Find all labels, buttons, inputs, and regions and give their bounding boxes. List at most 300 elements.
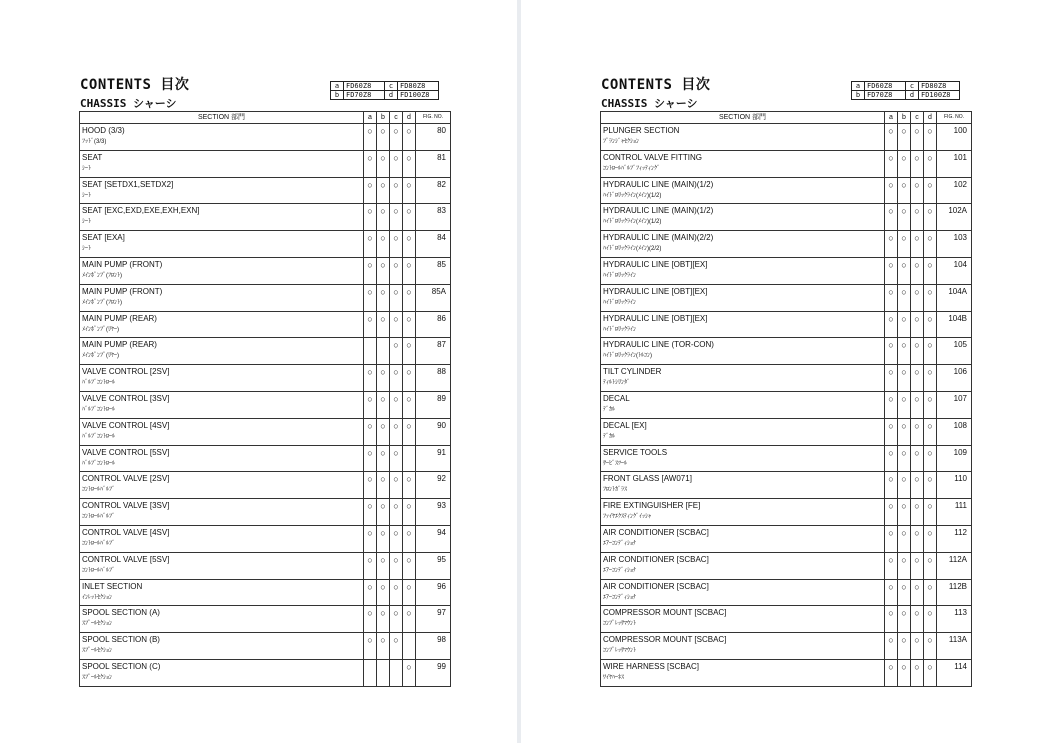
model-mark-b: ○: [898, 338, 911, 365]
table-row: [80, 579, 451, 606]
model-mark-b: ○: [898, 284, 911, 311]
model-mark-b: ○: [898, 365, 911, 392]
table-row: [80, 552, 451, 579]
model-mark-b: ○: [898, 150, 911, 177]
section-cell: [601, 472, 885, 499]
model-mark-d: ○: [403, 472, 416, 499]
fig-number: 113: [937, 606, 972, 633]
model-mark-d: ○: [924, 472, 937, 499]
section-name-jp: ﾃｨﾙﾄｼﾘﾝﾀﾞ: [603, 380, 631, 387]
table-row: [601, 257, 972, 284]
model-mark-b: ○: [377, 311, 390, 338]
fig-number: 102A: [937, 204, 972, 231]
model-mark-a: ○: [364, 633, 377, 660]
section-name-jp: ｽﾌﾟｰﾙｾｸｼｮﾝ: [82, 674, 113, 681]
fig-number: 95: [416, 552, 451, 579]
model-mark-a: ○: [364, 124, 377, 151]
section-cell: [80, 579, 364, 606]
model-mark-c: ○: [911, 391, 924, 418]
table-row: [601, 445, 972, 472]
model-mark-b: ○: [898, 633, 911, 660]
section-name-en: COMPRESSOR MOUNT [SCBAC]: [603, 635, 727, 645]
table-row: [80, 204, 451, 231]
section-cell: [601, 418, 885, 445]
section-name-jp: ｼｰﾄ: [82, 192, 92, 199]
section-name-en: VALVE CONTROL [2SV]: [82, 367, 170, 377]
section-name-jp: ﾌﾛﾝﾄｶﾞﾗｽ: [603, 487, 628, 494]
model-legend: [330, 81, 439, 100]
model-mark-d: ○: [403, 499, 416, 526]
model-mark-b: ○: [898, 579, 911, 606]
section-name-jp: ﾌｯﾄﾞ(3/3): [82, 139, 107, 145]
section-name-en: CONTROL VALVE [3SV]: [82, 501, 170, 511]
model-name: FD70Z8: [865, 91, 906, 100]
model-mark-a: ○: [885, 204, 898, 231]
section-name-en: FIRE EXTINGUISHER [FE]: [603, 501, 701, 511]
section-cell: [601, 150, 885, 177]
fig-number: 86: [416, 311, 451, 338]
fig-number: 104A: [937, 284, 972, 311]
model-name: FD60Z8: [865, 82, 906, 91]
section-cell: [80, 177, 364, 204]
table-row: [80, 284, 451, 311]
table-row: [601, 579, 972, 606]
model-mark-c: ○: [911, 150, 924, 177]
model-name: FD60Z8: [344, 82, 385, 91]
section-cell: [80, 552, 364, 579]
section-name-en: COMPRESSOR MOUNT [SCBAC]: [603, 608, 727, 618]
header-col-a: a: [364, 112, 377, 124]
model-mark-b: ○: [898, 311, 911, 338]
model-mark-c: ○: [911, 311, 924, 338]
section-cell: [80, 499, 364, 526]
header-section: SECTION 部門: [601, 112, 885, 124]
model-mark-d: ○: [403, 552, 416, 579]
fig-number: 97: [416, 606, 451, 633]
fig-number: 104B: [937, 311, 972, 338]
section-cell: [601, 579, 885, 606]
model-mark-b: ○: [898, 204, 911, 231]
fig-number: 109: [937, 445, 972, 472]
model-mark-c: ○: [390, 311, 403, 338]
model-mark-c: ○: [390, 338, 403, 365]
section-name-en: HYDRAULIC LINE (MAIN)(1/2): [603, 206, 714, 216]
model-mark-b: ○: [898, 124, 911, 151]
section-name-en: AIR CONDITIONER [SCBAC]: [603, 554, 709, 564]
model-mark-b: ○: [377, 231, 390, 258]
section-cell: [601, 606, 885, 633]
model-mark-d: ○: [924, 606, 937, 633]
model-mark-c: ○: [911, 606, 924, 633]
model-mark-a: ○: [885, 525, 898, 552]
model-mark-b: [377, 338, 390, 365]
header-section: SECTION 部門: [80, 112, 364, 124]
section-cell: [601, 659, 885, 686]
table-row: [601, 365, 972, 392]
model-mark-a: ○: [885, 365, 898, 392]
section-name-en: TILT CYLINDER: [603, 367, 662, 377]
section-cell: [601, 525, 885, 552]
model-mark-d: ○: [403, 177, 416, 204]
model-mark-a: ○: [364, 391, 377, 418]
section-name-en: AIR CONDITIONER [SCBAC]: [603, 581, 709, 591]
model-mark-a: ○: [885, 150, 898, 177]
section-name-en: SEAT: [82, 152, 103, 162]
model-mark-a: ○: [364, 418, 377, 445]
fig-number: 88: [416, 365, 451, 392]
model-name: FD100Z8: [398, 91, 439, 100]
model-mark-d: ○: [924, 633, 937, 660]
model-mark-a: ○: [364, 257, 377, 284]
table-row: [80, 525, 451, 552]
model-mark-b: ○: [377, 257, 390, 284]
fig-number: 99: [416, 659, 451, 686]
section-name-en: FRONT GLASS [AW071]: [603, 474, 692, 484]
model-mark-d: ○: [403, 338, 416, 365]
fig-number: 103: [937, 231, 972, 258]
section-name-en: HOOD (3/3): [82, 126, 125, 135]
section-name-en: SPOOL SECTION (C): [82, 661, 161, 671]
model-mark-d: ○: [924, 365, 937, 392]
model-mark-a: ○: [364, 150, 377, 177]
model-mark-c: ○: [911, 525, 924, 552]
table-row: [601, 472, 972, 499]
fig-number: 89: [416, 391, 451, 418]
section-name-en: MAIN PUMP (REAR): [82, 313, 157, 323]
section-name-en: DECAL [EX]: [603, 420, 647, 430]
section-cell: [80, 445, 364, 472]
section-name-jp: ｺﾝﾄﾛｰﾙﾊﾞﾙﾌﾞ: [82, 567, 116, 574]
model-mark-a: ○: [885, 606, 898, 633]
fig-number: 96: [416, 579, 451, 606]
section-name-jp: ｺﾝﾌﾟﾚｯｻﾏｳﾝﾄ: [603, 621, 637, 628]
fig-number: 112A: [937, 552, 972, 579]
section-cell: [80, 472, 364, 499]
section-cell: [601, 338, 885, 365]
model-mark-d: ○: [924, 177, 937, 204]
contents-table: [600, 111, 972, 687]
model-mark-d: ○: [924, 311, 937, 338]
header-col-c: c: [911, 112, 924, 124]
model-mark-c: ○: [911, 231, 924, 258]
model-mark-b: ○: [898, 177, 911, 204]
model-mark-c: ○: [390, 391, 403, 418]
table-row: [80, 150, 451, 177]
model-mark-b: ○: [898, 659, 911, 686]
section-cell: [80, 204, 364, 231]
model-mark-a: ○: [364, 606, 377, 633]
model-key: c: [385, 82, 398, 91]
model-mark-c: ○: [390, 284, 403, 311]
table-row: [80, 472, 451, 499]
table-row: [601, 124, 972, 151]
header-col-b: b: [898, 112, 911, 124]
section-name-en: AIR CONDITIONER [SCBAC]: [603, 527, 709, 537]
model-mark-b: ○: [898, 472, 911, 499]
section-name-jp: ﾜｲﾔﾊｰﾈｽ: [603, 674, 625, 681]
section-name-jp: ﾃﾞｶﾙ: [603, 433, 616, 440]
model-mark-b: ○: [377, 391, 390, 418]
model-mark-d: ○: [924, 499, 937, 526]
fig-number: 106: [937, 365, 972, 392]
model-mark-b: ○: [377, 150, 390, 177]
model-mark-a: ○: [364, 499, 377, 526]
section-name-jp: ﾊﾞﾙﾌﾞｺﾝﾄﾛｰﾙ: [82, 380, 116, 387]
section-cell: [601, 231, 885, 258]
section-name-jp: ｲﾝﾚｯﾄｾｸｼｮﾝ: [82, 594, 113, 601]
model-mark-d: ○: [924, 231, 937, 258]
fig-number: 81: [416, 150, 451, 177]
section-name-en: CONTROL VALVE FITTING: [603, 152, 702, 162]
contents-table: [79, 111, 451, 687]
table-row: [601, 499, 972, 526]
model-mark-c: ○: [390, 606, 403, 633]
model-mark-d: ○: [403, 579, 416, 606]
table-row: [80, 445, 451, 472]
table-row: [601, 418, 972, 445]
model-legend: [851, 81, 960, 100]
section-name-jp: ｺﾝﾌﾟﾚｯｻﾏｳﾝﾄ: [603, 648, 637, 655]
model-mark-a: ○: [364, 472, 377, 499]
model-key: d: [385, 91, 398, 100]
header-col-a: a: [885, 112, 898, 124]
section-name-jp: ﾊｲﾄﾞﾛﾘｯｸﾗｲﾝ(ﾒｲﾝ)(2/2): [603, 246, 662, 253]
table-header-row: [80, 112, 451, 124]
model-mark-a: [364, 338, 377, 365]
section-name-en: INLET SECTION: [82, 581, 143, 591]
table-row: [80, 124, 451, 151]
model-mark-c: ○: [911, 633, 924, 660]
model-mark-b: ○: [377, 525, 390, 552]
model-mark-d: ○: [924, 204, 937, 231]
fig-number: 114: [937, 659, 972, 686]
section-name-jp: ｺﾝﾄﾛｰﾙﾊﾞﾙﾌﾞ: [82, 540, 116, 547]
section-cell: [601, 204, 885, 231]
model-mark-b: ○: [898, 418, 911, 445]
model-mark-c: ○: [911, 204, 924, 231]
section-name-en: SEAT [EXC,EXD,EXE,EXH,EXN]: [82, 206, 200, 216]
model-mark-c: ○: [390, 579, 403, 606]
section-cell: [80, 284, 364, 311]
model-mark-a: ○: [885, 311, 898, 338]
section-name-jp: ﾃﾞｶﾙ: [603, 406, 616, 413]
section-name-jp: ﾊｲﾄﾞﾛﾘｯｸﾗｲﾝ(ﾒｲﾝ)(1/2): [603, 219, 662, 226]
section-name-jp: ｽﾌﾟｰﾙｾｸｼｮﾝ: [82, 648, 113, 655]
model-mark-c: ○: [390, 150, 403, 177]
model-mark-b: ○: [377, 633, 390, 660]
section-cell: [601, 284, 885, 311]
table-row: [601, 525, 972, 552]
model-mark-b: ○: [898, 552, 911, 579]
model-mark-c: ○: [911, 338, 924, 365]
table-row: [80, 499, 451, 526]
table-row: [601, 391, 972, 418]
section-cell: [80, 606, 364, 633]
model-mark-d: ○: [924, 391, 937, 418]
section-name-jp: ﾊﾞﾙﾌﾞｺﾝﾄﾛｰﾙ: [82, 433, 116, 440]
model-mark-d: [403, 445, 416, 472]
section-name-jp: ｺﾝﾄﾛｰﾙﾊﾞﾙﾌﾞ: [82, 487, 116, 494]
model-mark-b: ○: [377, 365, 390, 392]
table-row: [80, 257, 451, 284]
section-name-jp: ﾊｲﾄﾞﾛﾘｯｸﾗｲﾝ(ﾒｲﾝ)(1/2): [603, 192, 662, 199]
section-name-jp: ﾊﾞﾙﾌﾞｺﾝﾄﾛｰﾙ: [82, 406, 116, 413]
table-row: [601, 606, 972, 633]
model-mark-d: ○: [403, 311, 416, 338]
section-name-jp: ﾌﾟﾗﾝｼﾞｬｾｸｼｮﾝ: [603, 139, 640, 145]
page-subtitle: CHASSIS シャーシ: [601, 97, 698, 110]
section-name-jp: ｺﾝﾄﾛｰﾙﾊﾞﾙﾌﾞﾌｨｯﾃｨﾝｸﾞ: [603, 165, 661, 172]
model-mark-a: ○: [885, 418, 898, 445]
model-mark-a: ○: [364, 445, 377, 472]
table-row: [601, 204, 972, 231]
fig-number: 94: [416, 525, 451, 552]
model-mark-a: ○: [885, 124, 898, 151]
model-mark-c: ○: [911, 284, 924, 311]
fig-number: 112: [937, 525, 972, 552]
model-mark-d: ○: [403, 150, 416, 177]
model-mark-d: ○: [403, 659, 416, 686]
model-name: FD80Z8: [398, 82, 439, 91]
model-mark-a: ○: [364, 284, 377, 311]
section-cell: [80, 338, 364, 365]
model-mark-b: ○: [377, 606, 390, 633]
fig-number: 87: [416, 338, 451, 365]
fig-number: 85: [416, 257, 451, 284]
model-mark-a: ○: [364, 579, 377, 606]
model-mark-b: ○: [898, 257, 911, 284]
section-name-en: HYDRAULIC LINE (MAIN)(1/2): [603, 179, 714, 189]
section-name-jp: ｽﾌﾟｰﾙｾｸｼｮﾝ: [82, 621, 113, 628]
fig-number: 113A: [937, 633, 972, 660]
model-mark-a: ○: [885, 472, 898, 499]
model-mark-c: ○: [390, 525, 403, 552]
model-mark-a: [364, 659, 377, 686]
model-mark-b: ○: [377, 579, 390, 606]
model-mark-d: ○: [924, 579, 937, 606]
header-fig-no: FIG. NO.: [416, 112, 451, 124]
model-mark-c: ○: [390, 365, 403, 392]
fig-number: 85A: [416, 284, 451, 311]
model-mark-d: ○: [403, 284, 416, 311]
section-cell: [80, 311, 364, 338]
section-cell: [80, 231, 364, 258]
fig-number: 101: [937, 150, 972, 177]
table-row: [80, 177, 451, 204]
model-mark-d: ○: [403, 365, 416, 392]
table-row: [601, 284, 972, 311]
section-name-en: HYDRAULIC LINE (TOR-CON): [603, 340, 714, 350]
table-row: [80, 231, 451, 258]
model-name: FD100Z8: [919, 91, 960, 100]
fig-number: 83: [416, 204, 451, 231]
section-cell: [80, 525, 364, 552]
header-col-c: c: [390, 112, 403, 124]
model-mark-c: ○: [390, 445, 403, 472]
model-mark-d: ○: [924, 525, 937, 552]
model-mark-c: ○: [390, 177, 403, 204]
section-cell: [601, 177, 885, 204]
fig-number: 112B: [937, 579, 972, 606]
model-mark-a: ○: [364, 525, 377, 552]
section-name-jp: ｼｰﾄ: [82, 165, 92, 172]
model-mark-b: ○: [377, 552, 390, 579]
fig-number: 84: [416, 231, 451, 258]
model-mark-c: ○: [390, 552, 403, 579]
model-mark-c: ○: [911, 418, 924, 445]
model-mark-b: ○: [898, 391, 911, 418]
model-mark-c: ○: [390, 418, 403, 445]
section-cell: [80, 150, 364, 177]
model-mark-b: ○: [377, 124, 390, 151]
section-name-en: VALVE CONTROL [4SV]: [82, 420, 170, 430]
section-name-jp: ｴｱｰｺﾝﾃﾞｨｼｮﾅ: [603, 594, 637, 601]
model-mark-c: ○: [911, 445, 924, 472]
fig-number: 107: [937, 391, 972, 418]
model-mark-c: ○: [390, 472, 403, 499]
model-mark-c: [390, 659, 403, 686]
model-mark-b: ○: [377, 418, 390, 445]
model-mark-c: ○: [390, 231, 403, 258]
section-name-en: PLUNGER SECTION: [603, 126, 680, 135]
model-mark-a: ○: [885, 445, 898, 472]
model-mark-c: ○: [390, 499, 403, 526]
header-col-b: b: [377, 112, 390, 124]
table-row: [80, 606, 451, 633]
model-name: FD70Z8: [344, 91, 385, 100]
header-col-d: d: [924, 112, 937, 124]
section-cell: [80, 257, 364, 284]
model-mark-b: ○: [898, 445, 911, 472]
table-row: [80, 365, 451, 392]
table-row: [80, 391, 451, 418]
section-name-en: HYDRAULIC LINE [OBT][EX]: [603, 259, 708, 269]
model-mark-a: ○: [885, 552, 898, 579]
fig-number: 110: [937, 472, 972, 499]
model-mark-a: ○: [364, 552, 377, 579]
model-mark-d: ○: [403, 525, 416, 552]
table-row: [80, 659, 451, 686]
page-title: CONTENTS 目次: [80, 77, 190, 93]
model-mark-d: ○: [924, 418, 937, 445]
model-mark-a: ○: [885, 391, 898, 418]
model-mark-c: ○: [911, 499, 924, 526]
table-header-row: [601, 112, 972, 124]
table-row: [601, 311, 972, 338]
model-mark-c: ○: [911, 124, 924, 151]
section-name-jp: ﾒｲﾝﾎﾟﾝﾌﾟ(ﾌﾛﾝﾄ): [82, 299, 122, 306]
fig-number: 104: [937, 257, 972, 284]
section-name-en: MAIN PUMP (FRONT): [82, 259, 163, 269]
model-key: b: [331, 91, 344, 100]
section-cell: [601, 311, 885, 338]
table-row: [601, 177, 972, 204]
fig-number: 102: [937, 177, 972, 204]
table-row: [601, 552, 972, 579]
section-name-en: HYDRAULIC LINE (MAIN)(2/2): [603, 233, 714, 243]
model-mark-c: ○: [390, 204, 403, 231]
section-name-jp: ﾒｲﾝﾎﾟﾝﾌﾟ(ﾘﾔｰ): [82, 353, 119, 360]
model-mark-a: ○: [364, 204, 377, 231]
fig-number: 108: [937, 418, 972, 445]
model-key: d: [906, 91, 919, 100]
model-key: a: [331, 82, 344, 91]
model-mark-a: ○: [364, 231, 377, 258]
model-mark-a: ○: [364, 365, 377, 392]
model-mark-b: [377, 659, 390, 686]
section-name-en: DECAL: [603, 393, 630, 403]
model-mark-b: ○: [377, 472, 390, 499]
